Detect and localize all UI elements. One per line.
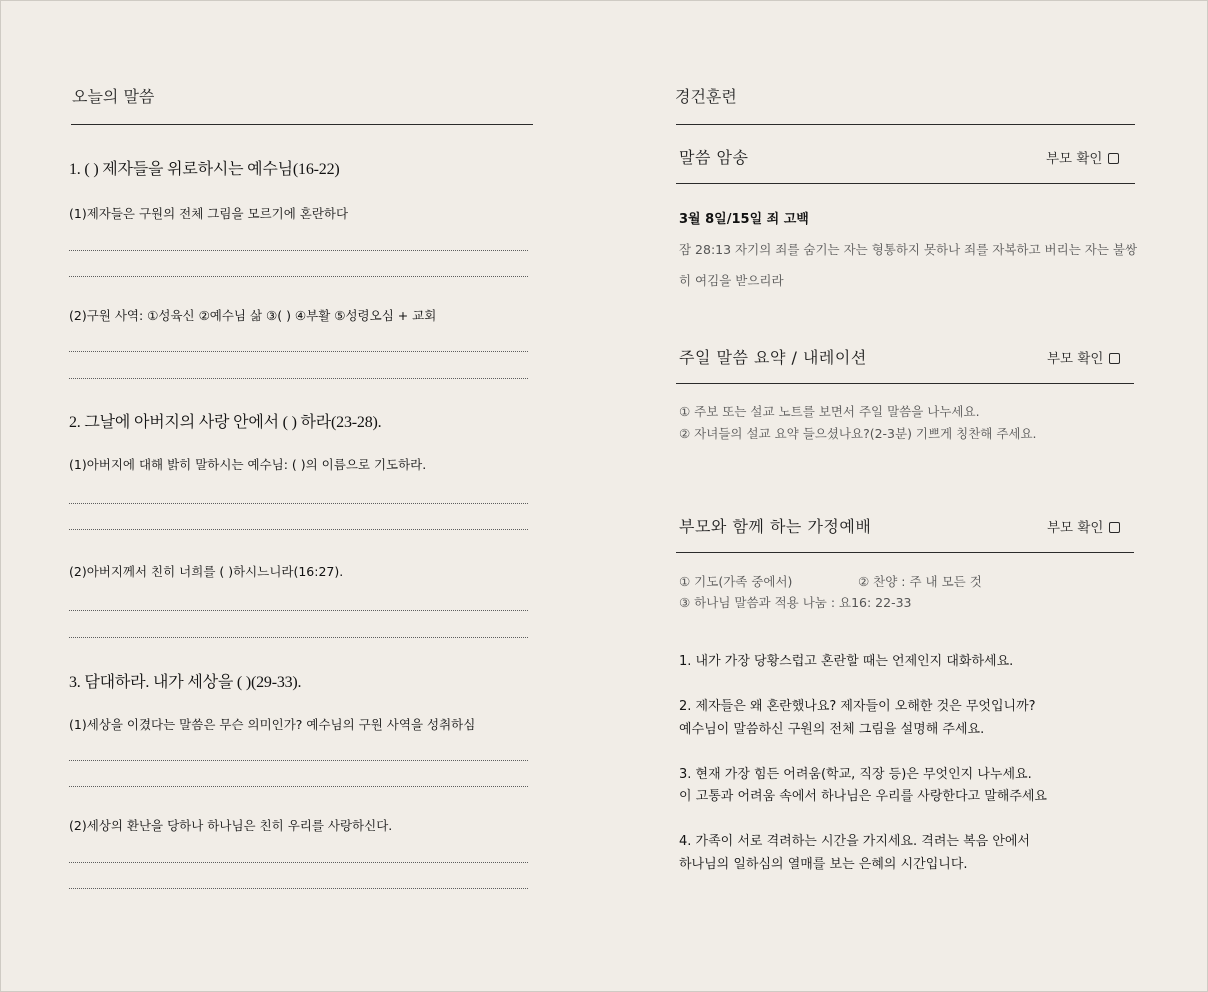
answer-line[interactable] xyxy=(69,786,528,787)
answer-line[interactable] xyxy=(69,760,528,761)
checkbox-icon[interactable] xyxy=(1109,522,1120,533)
summary-item-1: ① 주보 또는 설교 노트를 보면서 주일 말씀을 나누세요. xyxy=(679,404,980,419)
question-2-sub-1: (1)아버지에 대해 밝히 말하시는 예수님: ( )의 이름으로 기도하라. xyxy=(69,457,427,472)
worship-question-4-line-2: 하나님의 일하심의 열매를 보는 은혜의 시간입니다. xyxy=(679,857,968,872)
right-heading: 경건훈련 xyxy=(675,87,737,106)
summary-item-2: ② 자녀들의 설교 요약 들으셨나요?(2-3분) 기쁘게 칭찬해 주세요. xyxy=(679,426,1037,441)
left-heading-rule xyxy=(71,124,533,125)
worship-question-3-line-2: 이 고통과 어려움 속에서 하나님은 우리를 사랑한다고 말해주세요 xyxy=(679,789,1047,804)
worship-question-3-line-1: 3. 현재 가장 힘든 어려움(학교, 직장 등)은 무엇인지 나누세요. xyxy=(679,767,1032,782)
section-rule xyxy=(676,383,1134,384)
left-heading: 오늘의 말씀 xyxy=(72,87,155,106)
section-rule xyxy=(676,552,1134,553)
parent-check-label: 부모 확인 xyxy=(1047,520,1104,536)
answer-line[interactable] xyxy=(69,503,528,504)
worship-parent-check[interactable] xyxy=(1047,516,1120,536)
worship-item-1b: ② 찬양 : 주 내 모든 것 xyxy=(858,574,982,589)
memorize-date: 3월 8일/15일 죄 고백 xyxy=(679,212,809,227)
summary-parent-check[interactable] xyxy=(1047,347,1120,367)
worship-item-1a: ① 기도(가족 중에서) xyxy=(679,574,793,589)
section-rule xyxy=(676,183,1135,184)
worship-question-4-line-1: 4. 가족이 서로 격려하는 시간을 가지세요. 격려는 복음 안에서 xyxy=(679,834,1030,849)
checkbox-icon[interactable] xyxy=(1108,153,1119,164)
question-1-sub-1: (1)제자들은 구원의 전체 그림을 모르기에 혼란하다 xyxy=(69,206,349,221)
question-1-sub-2: (2)구원 사역: ①성육신 ②예수님 삶 ③( ) ④부활 ⑤성령오심 + 교회 xyxy=(69,308,437,323)
answer-line[interactable] xyxy=(69,529,528,530)
answer-line[interactable] xyxy=(69,888,528,889)
worship-title: 부모와 함께 하는 가정예배 xyxy=(679,517,872,536)
question-3-title: 3. 담대하라. 내가 세상을 ( )(29-33). xyxy=(69,674,302,691)
question-2-title: 2. 그날에 아버지의 사랑 안에서 ( ) 하라(23-28). xyxy=(69,414,382,431)
question-3-sub-1: (1)세상을 이겼다는 말씀은 무슨 의미인가? 예수님의 구원 사역을 성취하심 xyxy=(69,717,476,732)
answer-line[interactable] xyxy=(69,637,528,638)
worship-question-2-line-1: 2. 제자들은 왜 혼란했나요? 제자들이 오해한 것은 무엇입니까? xyxy=(679,699,1036,714)
answer-line[interactable] xyxy=(69,610,528,611)
memorize-parent-check[interactable] xyxy=(1046,147,1119,167)
parent-check-label: 부모 확인 xyxy=(1046,151,1103,167)
question-1-title: 1. ( ) 제자들을 위로하시는 예수님(16-22) xyxy=(69,161,340,178)
answer-line[interactable] xyxy=(69,276,528,277)
worship-question-1: 1. 내가 가장 당황스럽고 혼란할 때는 언제인지 대화하세요. xyxy=(679,654,1014,669)
worship-question-2-line-2: 예수님이 말씀하신 구원의 전체 그림을 설명해 주세요. xyxy=(679,722,985,737)
right-heading-rule xyxy=(676,124,1135,125)
worship-item-2: ③ 하나님 말씀과 적용 나눔 : 요16: 22-33 xyxy=(679,595,912,610)
parent-check-label: 부모 확인 xyxy=(1047,351,1104,367)
memorize-verse-line-2: 히 여김을 받으리라 xyxy=(679,273,784,288)
checkbox-icon[interactable] xyxy=(1109,353,1120,364)
answer-line[interactable] xyxy=(69,862,528,863)
memorize-verse-line-1: 잠 28:13 자기의 죄를 숨기는 자는 형통하지 못하나 죄를 자복하고 버리는 자는 불쌍 xyxy=(679,242,1138,257)
answer-line[interactable] xyxy=(69,351,528,352)
summary-title: 주일 말씀 요약 / 내레이션 xyxy=(679,348,867,367)
question-3-sub-2: (2)세상의 환난을 당하나 하나님은 친히 우리를 사랑하신다. xyxy=(69,818,393,833)
question-2-sub-2: (2)아버지께서 친히 너희를 ( )하시느니라(16:27). xyxy=(69,564,344,579)
answer-line[interactable] xyxy=(69,250,528,251)
answer-line[interactable] xyxy=(69,378,528,379)
memorize-title: 말씀 암송 xyxy=(679,148,749,167)
